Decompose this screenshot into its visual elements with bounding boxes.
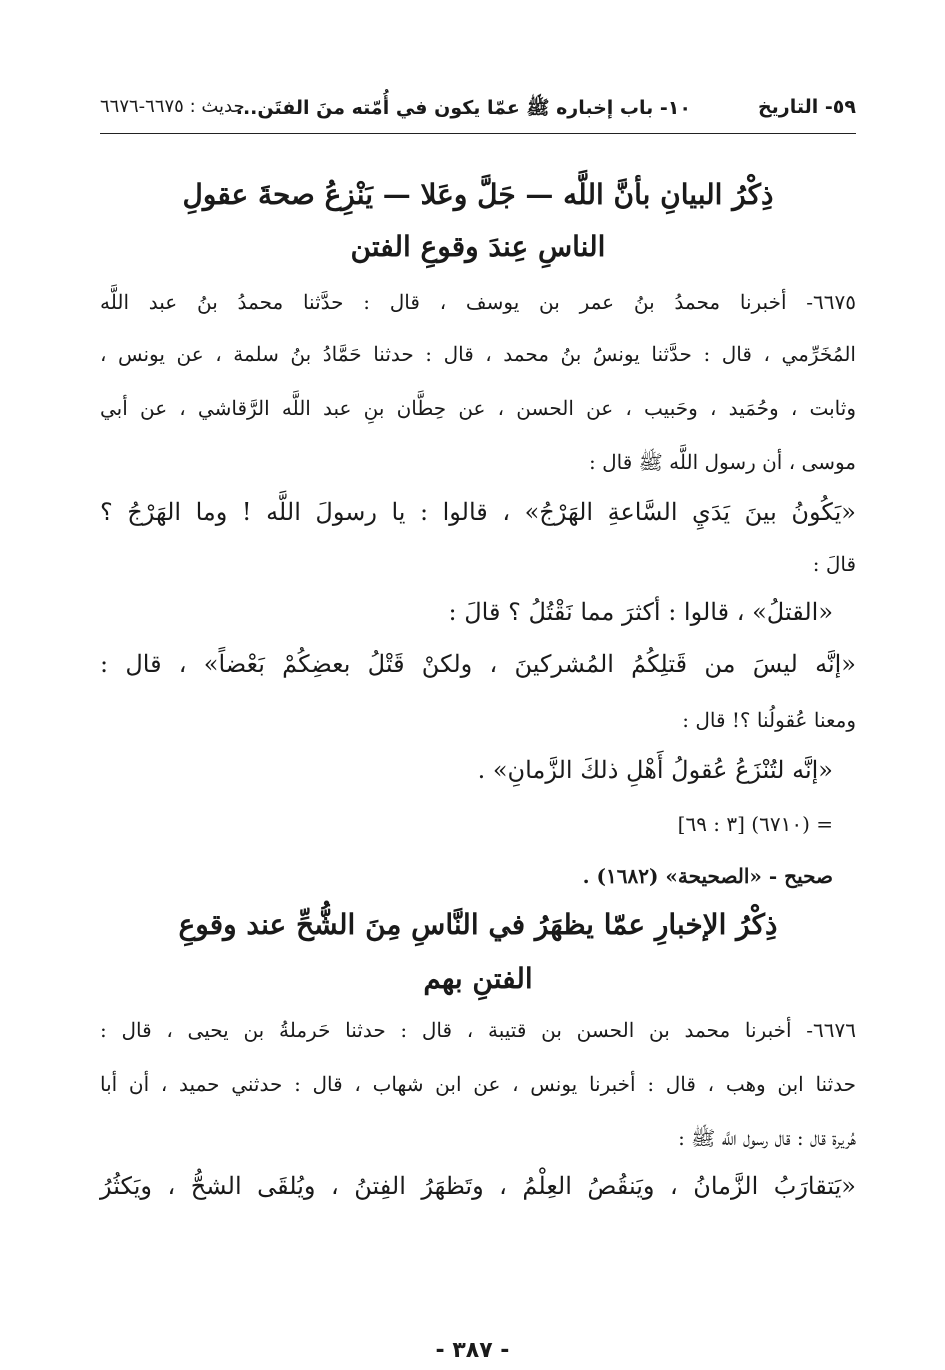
hadith-isnad-line: وثابت ، وحُمَيد ، وحَبيب ، عن الحسن ، عن حِطَّان بنِ عبد اللَّه الرَّقاشي ، عن أبي: [100, 396, 856, 420]
hadith-matn-line: «يَكُونُ بينَ يَدَيِ السَّاعةِ الهَرْجُ» ، قالوا : يا رسولَ اللَّه ! وما الهَرْجُ ؟: [100, 498, 856, 526]
section-title-line-2: الفتنِ بهم: [423, 962, 533, 995]
section-title-line-1: ذِكْرُ الإخبارِ عمّا يظهَرُ في النَّاسِ مِنَ الشُّحِّ عند وقوعِ: [178, 908, 778, 941]
hadith-isnad-line: حدثنا ابن وهب ، قال : أخبرنا يونس ، عن ابن شهاب ، قال : حدثني حميد ، أن أبا: [100, 1072, 856, 1096]
hadith-cross-reference: = (٦٧١٠) [٣ : ٦٩]: [677, 812, 833, 836]
hadith-grade: صحيح - «الصحيحة» (١٦٨٢) .: [582, 864, 833, 888]
header-divider: [100, 133, 856, 134]
hadith-isnad-line: ٦٦٧٦- أخبرنا محمد بن الحسن بن قتيبة ، قال : حدثنا حَرملةُ بن يحيى ، قال :: [100, 1018, 856, 1042]
hadith-matn-line: ومعنا عُقولُنا ؟! قال :: [682, 708, 856, 732]
header-hadith-range: حديث : ٦٦٧٥-٦٦٧٦: [100, 96, 245, 117]
running-header: [100, 96, 856, 130]
hadith-matn-line: «إنَّه ليسَ من قَتلِكُمُ المُشركينَ ، ولكنْ قَتْلُ بعضِكُمْ بَعْضاً» ، قال :: [100, 650, 856, 678]
hadith-isnad-line: المُخَرِّمي ، قال : حدَّثنا يونسُ بنُ محمد ، قال : حدثنا حَمَّادُ بنُ سلمة ، عن يونس ،: [100, 342, 856, 366]
hadith-isnad-line: موسى ، أن رسول اللَّه ﷺ قال :: [588, 450, 856, 474]
section-title-line-2: الناسِ عِندَ وقوعِ الفتن: [350, 230, 606, 263]
page-number: - ٣٨٧ -: [435, 1338, 510, 1363]
hadith-isnad-line: هُريرة قال : قال رسول اللَّه ﷺ :: [678, 1126, 856, 1150]
hadith-matn-line: «القتلُ» ، قالوا : أكثرَ مما نَقْتُلُ ؟ قالَ :: [448, 598, 833, 626]
hadith-matn-line: قالَ :: [812, 552, 856, 576]
header-bab-title: ١٠- باب إخباره ﷺ عمّا يكون في أُمّته منَ الفتَن...: [235, 97, 691, 119]
hadith-isnad-line: ٦٦٧٥- أخبرنا محمدُ بنُ عمر بن يوسف ، قال : حدَّثنا محمدُ بنُ عبد اللَّه: [100, 290, 856, 314]
section-title-line-1: ذِكْرُ البيانِ بأنَّ اللَّه — جَلَّ وعَلا — يَنْزِعُ صحةَ عقولِ: [182, 178, 774, 211]
hadith-matn-line: «يَتقارَبُ الزَّمانُ ، ويَنقُصُ العِلْمُ ، وتَظهَرُ الفِتنُ ، ويُلقَى الشحُّ ، ويَكثُرُ: [100, 1172, 856, 1200]
header-chapter: ٥٩- التاريخ: [757, 96, 856, 118]
hadith-matn-line: «إنَّه لتُنْزَعُ عُقولُ أَهْلِ ذلكَ الزَّمانِ» .: [477, 756, 833, 784]
